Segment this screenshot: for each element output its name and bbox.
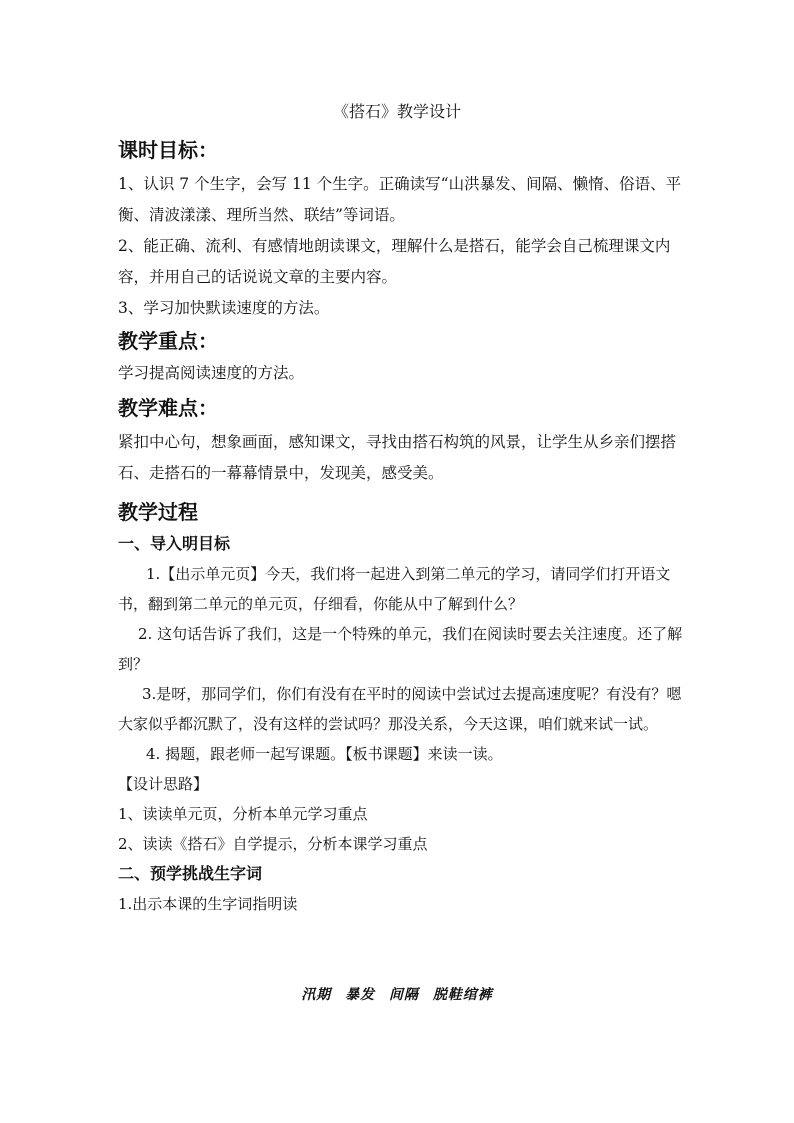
document-title: 《搭石》教学设计 (332, 102, 461, 121)
design-item-1: 1、读读单元页，分析本单元学习重点 (118, 805, 368, 823)
vocabulary-word: 脱鞋绾裤 (432, 987, 493, 1003)
part1-step-2: 2. 这句话告诉了我们，这是一个特殊的单元，我们在阅读时要去关注速度。还了解到？ (118, 625, 683, 673)
design-item-2: 2、读读《搭石》自学提示，分析本课学习重点 (118, 835, 428, 853)
process-heading: 教学过程 (118, 500, 198, 524)
document-body (118, 133, 688, 919)
part2-step-1: 1.出示本课的生字词指明读 (118, 895, 298, 913)
vocabulary-word: 暴发 (345, 987, 376, 1003)
key-points-heading: 教学重点： (118, 329, 218, 353)
part1-step-3: 3.是呀，那同学们，你们有没有在平时的阅读中尝试过去提高速度呢？有没有？嗯大家似乎都沉默了，没有这样的尝试吗？那没关系，今天这课，咱们就来试一试。 (118, 685, 682, 733)
part1-step-4: 4. 揭题，跟老师一起写课题。【板书课题】来读一读。 (146, 745, 503, 763)
difficulties-text: 紧扣中心句，想象画面，感知课文，寻找由搭石构筑的风景，让学生从乡亲们摆搭石、走搭石的一幕幕情景中，发现美，感受美。 (118, 433, 677, 482)
difficulties-heading: 教学难点： (118, 396, 218, 420)
part2-heading: 二、预学挑战生字词 (118, 864, 263, 883)
vocabulary-word: 间隔 (388, 987, 419, 1003)
objective-item-3: 3、学习加快默读速度的方法。 (118, 299, 330, 317)
vocabulary-word: 汛期 (301, 987, 332, 1003)
design-label: 【设计思路】 (118, 775, 209, 793)
vocabulary-words (0, 985, 794, 1005)
key-points-text: 学习提高阅读速度的方法。 (118, 364, 305, 382)
objectives-heading: 课时目标： (118, 138, 218, 162)
part1-heading: 一、导入明目标 (118, 534, 231, 553)
objective-item-2: 2、能正确、流利、有感情地朗读课文，理解什么是搭石，能学会自己梳理课文内容，并用自己的话说说文章的主要内容。 (118, 237, 671, 286)
part1-step-1: 1.【出示单元页】今天，我们将一起进入到第二单元的学习，请同学们打开语文书，翻到第二单元的单元页，仔细看，你能从中了解到什么？ (118, 565, 671, 613)
objective-item-1: 1、认识 7 个生字，会写 11 个生字。正确读写“山洪暴发、间隔、懒惰、俗语、平衡、清波漾漾、理所当然、联结”等词语。 (118, 175, 682, 224)
